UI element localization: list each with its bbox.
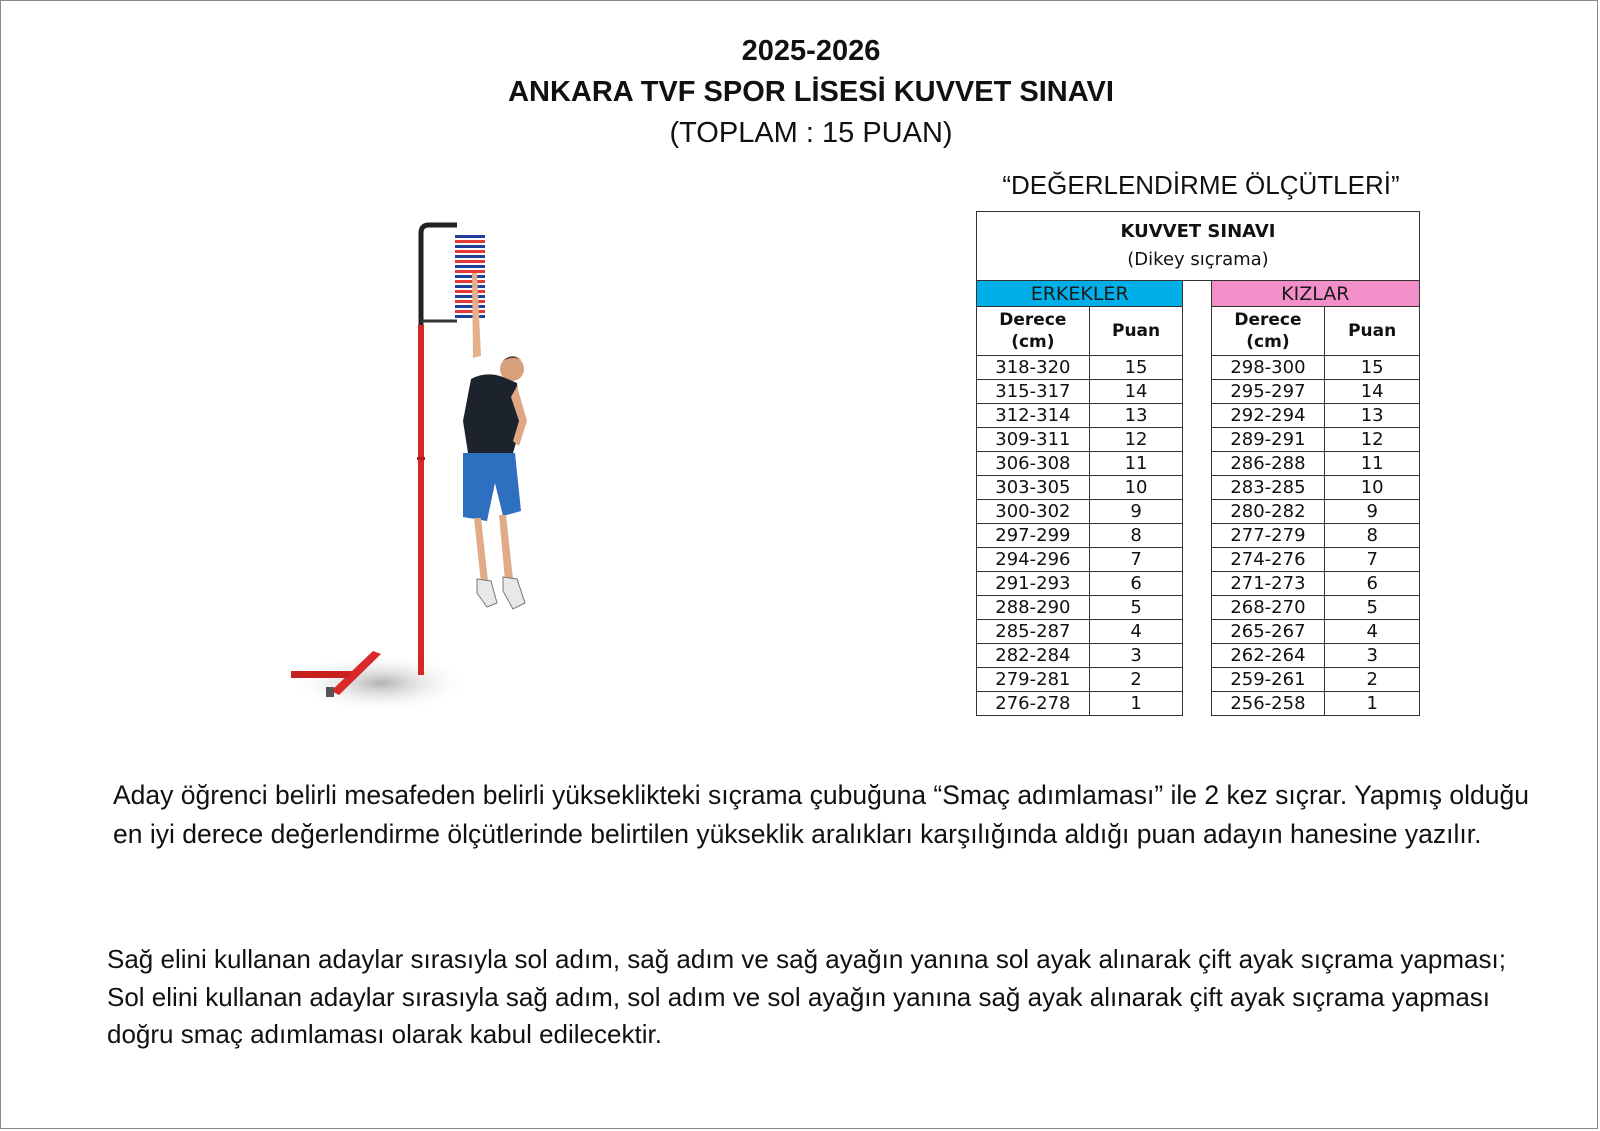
- men-degree-cell: 297-299: [977, 524, 1090, 548]
- women-points-cell: 5: [1325, 596, 1420, 620]
- table-row: [977, 404, 1420, 428]
- column-gap: [1183, 668, 1211, 692]
- men-points-cell: 15: [1089, 356, 1183, 380]
- men-degree-cell: 312-314: [977, 404, 1090, 428]
- women-points-cell: 10: [1325, 476, 1420, 500]
- men-points-cell: 3: [1089, 644, 1183, 668]
- column-gap: [1183, 620, 1211, 644]
- criteria-caption: “DEĞERLENDİRME ÖLÇÜTLERİ”: [1002, 170, 1400, 200]
- women-points-cell: 7: [1325, 548, 1420, 572]
- table-row: [977, 644, 1420, 668]
- score-rows: [977, 356, 1420, 716]
- men-points-cell: 14: [1089, 380, 1183, 404]
- women-degree-cell: 265-267: [1211, 620, 1325, 644]
- women-points-cell: 6: [1325, 572, 1420, 596]
- men-degree-cell: 282-284: [977, 644, 1090, 668]
- women-degree-cell: 259-261: [1211, 668, 1325, 692]
- table-row: [977, 524, 1420, 548]
- table-row: [977, 548, 1420, 572]
- column-gap: [1183, 524, 1211, 548]
- table-subtitle: (Dikey sıçrama): [1127, 249, 1269, 270]
- men-points-cell: 6: [1089, 572, 1183, 596]
- women-degree-cell: 268-270: [1211, 596, 1325, 620]
- title-block: [1, 31, 1600, 154]
- stepping-rule-paragraph: Sağ elini kullanan adaylar sırasıyla sol adım, sağ adım ve sağ ayağın yanına sol ayak alınarak çift ayak sıçrama yapması; Sol elini kullanan adaylar sırasıyla sağ adım, sol adım ve sol ayağın yanına sağ ayak alınarak çift ayak sıçrama yapması doğru smaç adımlaması olarak kabul edilecektir.: [107, 944, 1506, 1049]
- column-gap: [1183, 307, 1211, 356]
- total-points: (TOPLAM : 15 PUAN): [669, 117, 953, 149]
- exam-title: ANKARA TVF SPOR LİSESİ KUVVET SINAVI: [508, 76, 1114, 108]
- men-points-cell: 7: [1089, 548, 1183, 572]
- men-degree-cell: 294-296: [977, 548, 1090, 572]
- women-degree-cell: 286-288: [1211, 452, 1325, 476]
- men-group-header: ERKEKLER: [977, 281, 1183, 307]
- men-degree-cell: 315-317: [977, 380, 1090, 404]
- men-degree-cell: 288-290: [977, 596, 1090, 620]
- table-row: [977, 572, 1420, 596]
- table-row: [977, 596, 1420, 620]
- year-heading: 2025-2026: [741, 35, 881, 67]
- table-row: [977, 380, 1420, 404]
- vertical-jump-illustration: [291, 221, 571, 726]
- column-gap: [1183, 644, 1211, 668]
- column-gap: [1183, 500, 1211, 524]
- table-row: [977, 692, 1420, 716]
- men-points-cell: 12: [1089, 428, 1183, 452]
- column-gap: [1183, 428, 1211, 452]
- women-degree-cell: 298-300: [1211, 356, 1325, 380]
- men-points-cell: 8: [1089, 524, 1183, 548]
- women-points-cell: 11: [1325, 452, 1420, 476]
- men-degree-header: Derece (cm): [977, 307, 1090, 356]
- men-points-header: Puan: [1089, 307, 1183, 356]
- women-degree-cell: 295-297: [1211, 380, 1325, 404]
- women-points-cell: 14: [1325, 380, 1420, 404]
- table-row: [977, 620, 1420, 644]
- women-degree-cell: 283-285: [1211, 476, 1325, 500]
- women-degree-cell: 262-264: [1211, 644, 1325, 668]
- men-degree-cell: 306-308: [977, 452, 1090, 476]
- men-degree-cell: 303-305: [977, 476, 1090, 500]
- column-gap: [1183, 452, 1211, 476]
- women-points-header: Puan: [1325, 307, 1420, 356]
- men-points-cell: 13: [1089, 404, 1183, 428]
- column-gap: [1183, 404, 1211, 428]
- column-gap: [1183, 281, 1211, 307]
- women-degree-header: Derece (cm): [1211, 307, 1325, 356]
- women-points-cell: 15: [1325, 356, 1420, 380]
- women-points-cell: 9: [1325, 500, 1420, 524]
- men-points-cell: 11: [1089, 452, 1183, 476]
- table-row: [977, 476, 1420, 500]
- men-points-cell: 2: [1089, 668, 1183, 692]
- table-row: [977, 428, 1420, 452]
- women-degree-cell: 277-279: [1211, 524, 1325, 548]
- men-points-cell: 9: [1089, 500, 1183, 524]
- women-degree-cell: 280-282: [1211, 500, 1325, 524]
- men-degree-cell: 318-320: [977, 356, 1090, 380]
- women-points-cell: 3: [1325, 644, 1420, 668]
- column-gap: [1183, 380, 1211, 404]
- women-points-cell: 4: [1325, 620, 1420, 644]
- column-gap: [1183, 548, 1211, 572]
- women-points-cell: 1: [1325, 692, 1420, 716]
- women-degree-cell: 256-258: [1211, 692, 1325, 716]
- women-points-cell: 13: [1325, 404, 1420, 428]
- women-points-cell: 2: [1325, 668, 1420, 692]
- column-gap: [1183, 596, 1211, 620]
- column-gap: [1183, 572, 1211, 596]
- men-points-cell: 1: [1089, 692, 1183, 716]
- table-row: [977, 452, 1420, 476]
- women-group-header: KIZLAR: [1211, 281, 1419, 307]
- score-table: [976, 211, 1420, 716]
- men-points-cell: 10: [1089, 476, 1183, 500]
- women-degree-cell: 274-276: [1211, 548, 1325, 572]
- table-row: [977, 356, 1420, 380]
- women-points-cell: 12: [1325, 428, 1420, 452]
- men-points-cell: 5: [1089, 596, 1183, 620]
- men-points-cell: 4: [1089, 620, 1183, 644]
- men-degree-cell: 300-302: [977, 500, 1090, 524]
- column-gap: [1183, 692, 1211, 716]
- men-degree-cell: 279-281: [977, 668, 1090, 692]
- instruction-paragraph: Aday öğrenci belirli mesafeden belirli yükseklikteki sıçrama çubuğuna “Smaç adımlaması” ile 2 kez sıçrar. Yapmış olduğu en iyi derece değerlendirme ölçütlerinde belirtilen yükseklik aralıkları karşılığında aldığı puan adayın hanesine yazılır.: [113, 780, 1529, 849]
- column-gap: [1183, 476, 1211, 500]
- women-degree-cell: 289-291: [1211, 428, 1325, 452]
- men-degree-cell: 309-311: [977, 428, 1090, 452]
- table-title: KUVVET SINAVI: [1120, 221, 1276, 242]
- women-degree-cell: 271-273: [1211, 572, 1325, 596]
- men-degree-cell: 276-278: [977, 692, 1090, 716]
- women-degree-cell: 292-294: [1211, 404, 1325, 428]
- table-header: [977, 212, 1420, 281]
- column-gap: [1183, 356, 1211, 380]
- men-degree-cell: 285-287: [977, 620, 1090, 644]
- table-row: [977, 668, 1420, 692]
- table-row: [977, 500, 1420, 524]
- women-points-cell: 8: [1325, 524, 1420, 548]
- men-degree-cell: 291-293: [977, 572, 1090, 596]
